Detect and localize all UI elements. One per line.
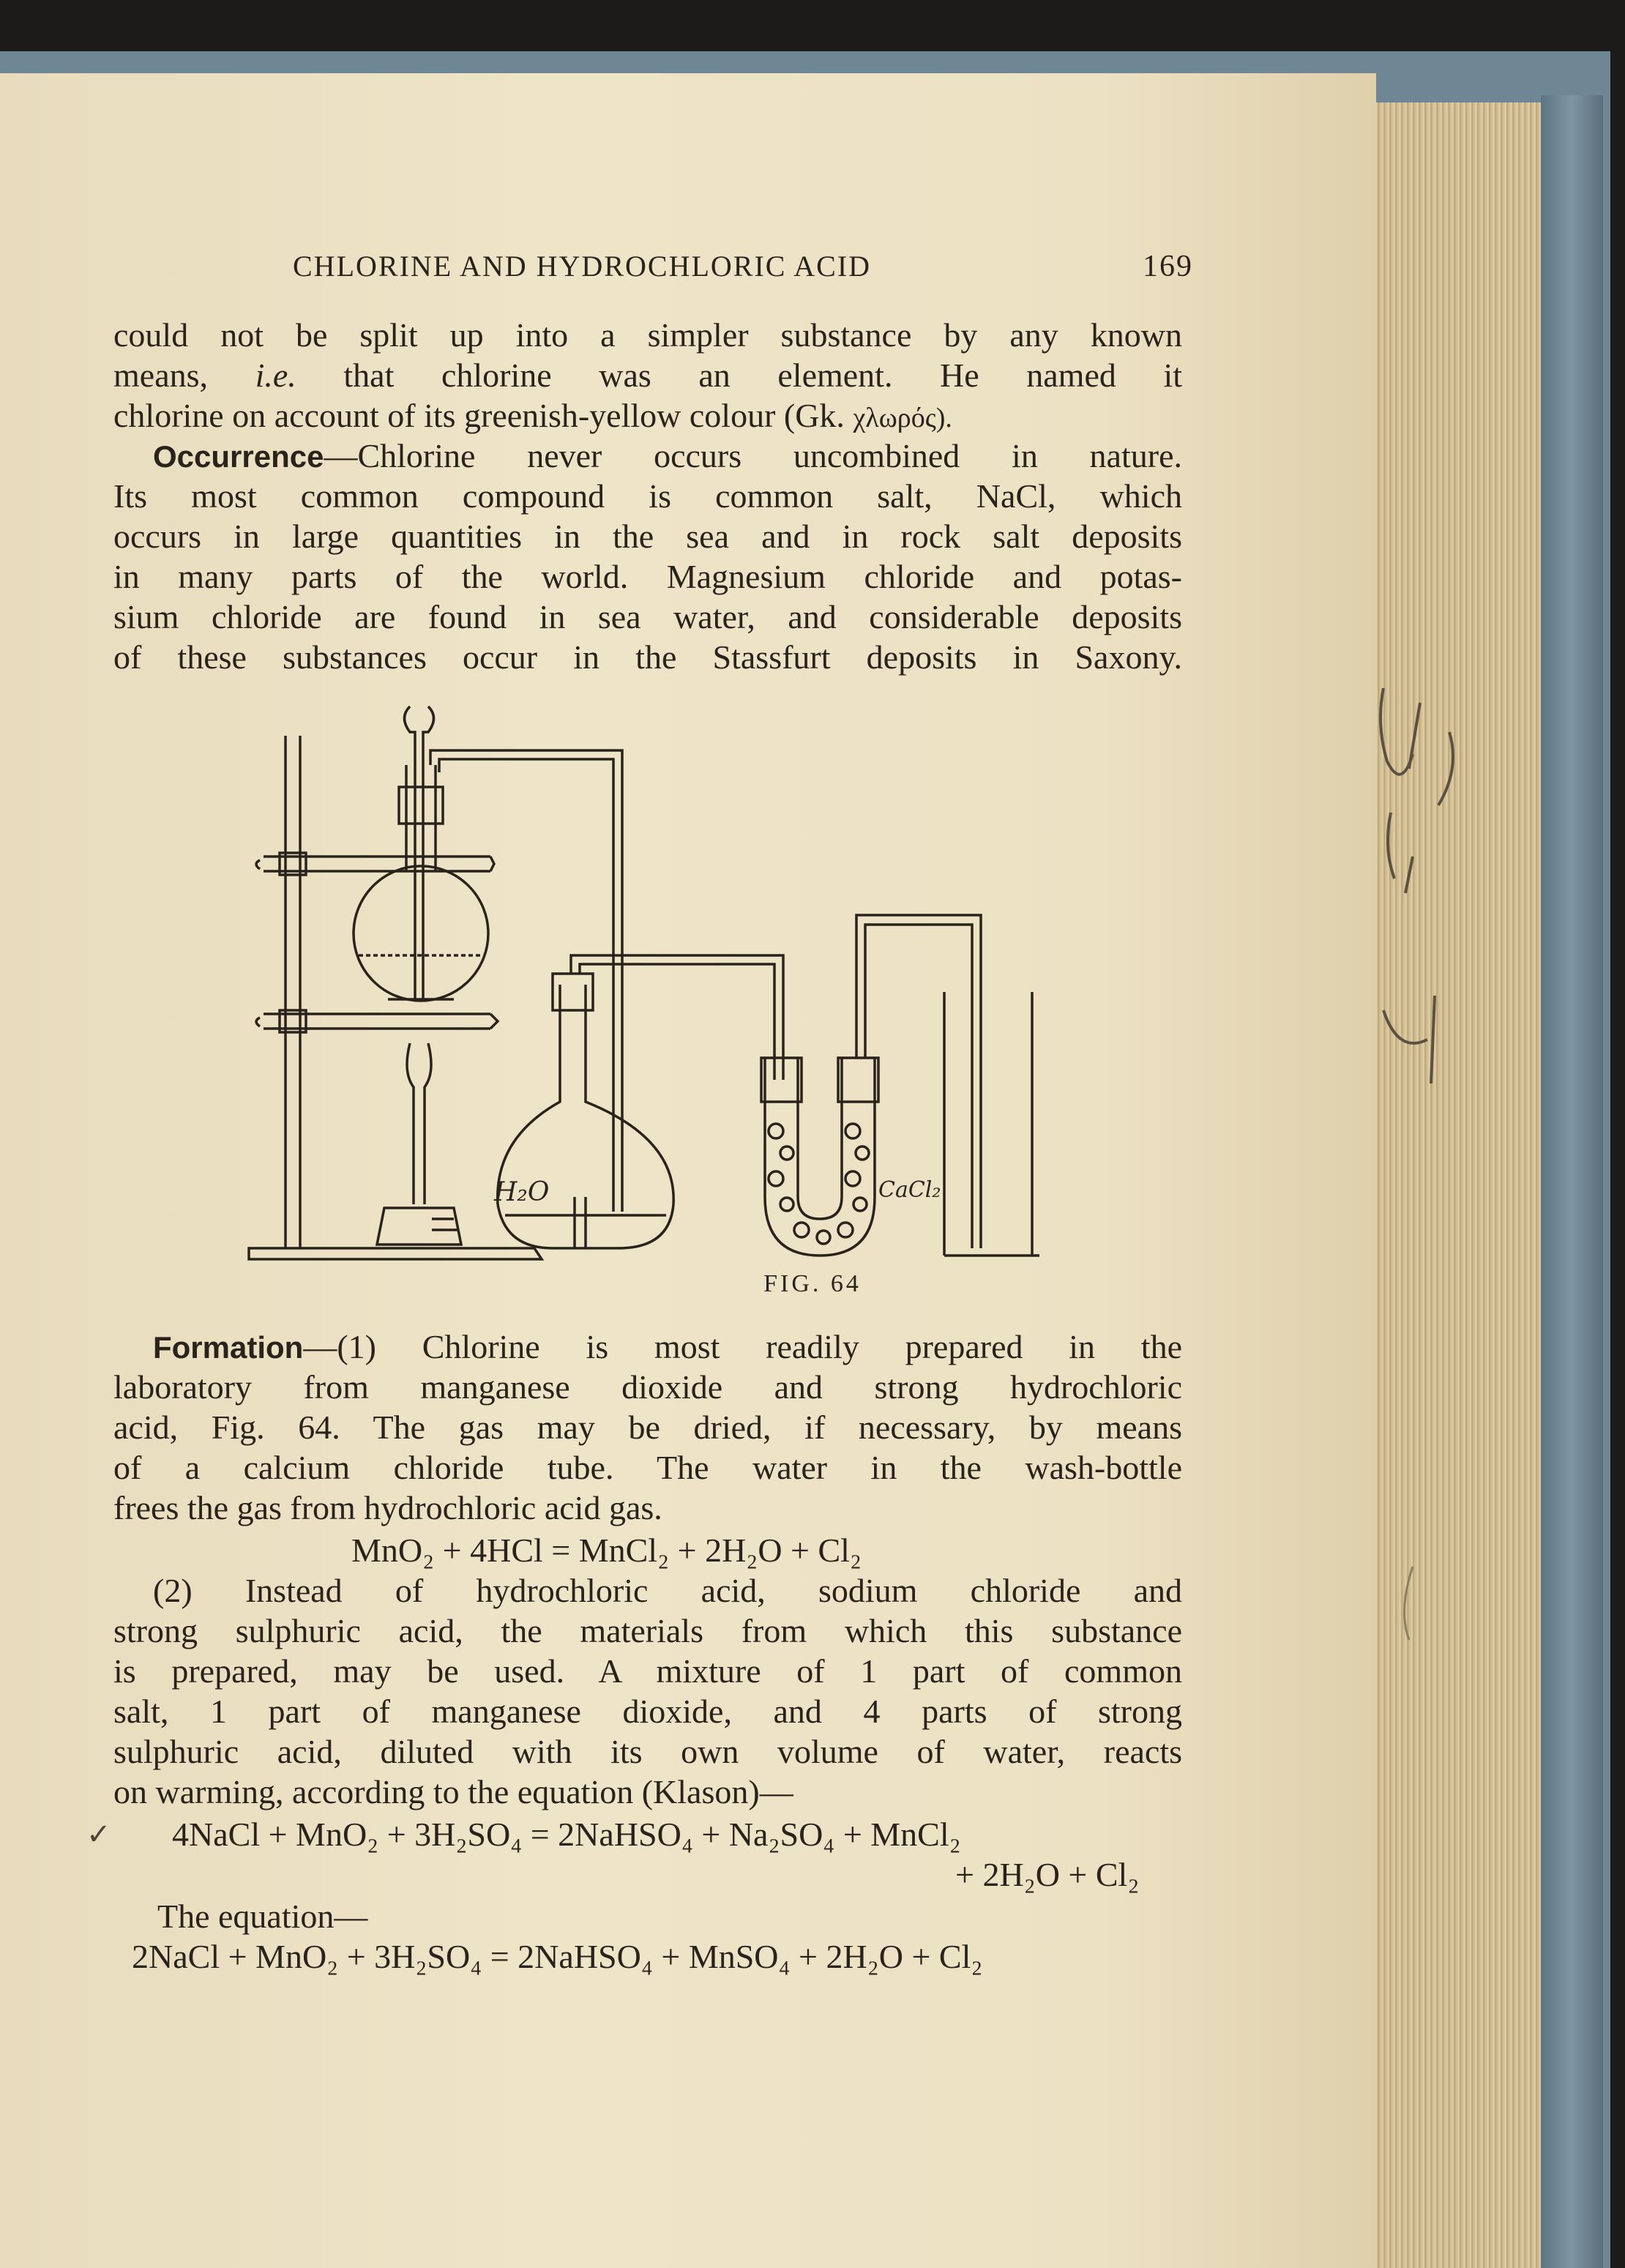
text-line: of these substances occur in the Stassfurt deposits in Saxony. [113, 638, 1182, 676]
chapter-title: CHLORINE AND HYDROCHLORIC ACID [293, 250, 872, 283]
margin-tick-mark: ✓ [86, 1818, 111, 1851]
text-line: is prepared, may be used. A mixture of 1 part of common [113, 1652, 1182, 1690]
text-line: sium chloride are found in sea water, and considerable deposits [113, 598, 1182, 635]
delivery-tube-1 [399, 750, 622, 1212]
text-line: of a calcium chloride tube. The water in the wash-bottle [113, 1449, 1182, 1486]
text-line: Occurrence—Chlorine never occurs uncombined in nature. [153, 437, 1182, 474]
pencil-margin-marks [1369, 644, 1501, 1669]
text-line: (2) Instead of hydrochloric acid, sodium chloride and [153, 1572, 1182, 1609]
apparatus-figure [242, 692, 1069, 1267]
text-line: salt, 1 part of manganese dioxide, and 4 parts of strong [113, 1693, 1182, 1730]
bunsen-burner [377, 1043, 461, 1245]
running-head [293, 249, 1193, 293]
text-line: Formation—(1) Chlorine is most readily prepared in the [153, 1328, 1182, 1365]
page-number: 169 [1143, 250, 1193, 283]
occurrence-heading: Occurrence [153, 439, 324, 474]
formation-heading: Formation [153, 1330, 304, 1365]
equation-intro: The equation— [157, 1898, 368, 1935]
text-line: in many parts of the world. Magnesium chloride and potas- [113, 558, 1182, 595]
text-line: acid, Fig. 64. The gas may be dried, if necessary, by means [113, 1409, 1182, 1446]
gas-jar [944, 992, 1039, 1256]
text-line: could not be split up into a simpler substance by any known [113, 316, 1182, 354]
text-line: means, i.e. that chlorine was an element. He named it [113, 357, 1183, 394]
text-line: on warming, according to the equation (Klason)— [113, 1773, 793, 1810]
ie-abbrev: i.e. [255, 357, 296, 394]
cacl2-label: CaCl₂ [878, 1177, 941, 1203]
equation-2-line-1: 4NaCl + MnO₂ + 3H₂SO₄ = 2NaHSO₄ + Na₂SO₄ + MnCl₂ [172, 1816, 961, 1853]
calcium-chloride-u-tube [761, 915, 981, 1256]
text-line: strong sulphuric acid, the materials from which this substance [113, 1612, 1182, 1649]
h2o-label: H₂O [494, 1177, 550, 1207]
figure-caption: FIG. 64 [763, 1270, 862, 1297]
equation-2-line-2: + 2H₂O + Cl₂ [955, 1856, 1140, 1893]
cover-spine-edge [1541, 95, 1603, 2268]
equation-3: 2NaCl + MnO₂ + 3H₂SO₄ = 2NaHSO₄ + MnSO₄ + 2H₂O + Cl₂ [132, 1938, 983, 1975]
generating-flask [354, 765, 488, 1001]
greek-word: χλωρός). [853, 403, 952, 433]
text-line: occurs in large quantities in the sea and in rock salt deposits [113, 518, 1182, 555]
text-line: Its most common compound is common salt, NaCl, which [113, 477, 1182, 515]
text-line: sulphuric acid, diluted with its own volume of water, reacts [113, 1733, 1182, 1770]
text-line: chlorine on account of its greenish-yellow colour (Gk. χλωρός). [113, 397, 952, 434]
text-line: frees the gas from hydrochloric acid gas. [113, 1489, 662, 1526]
text-line: laboratory from manganese dioxide and strong hydrochloric [113, 1368, 1182, 1406]
equation-1: MnO₂ + 4HCl = MnCl₂ + 2H₂O + Cl₂ [351, 1532, 862, 1569]
